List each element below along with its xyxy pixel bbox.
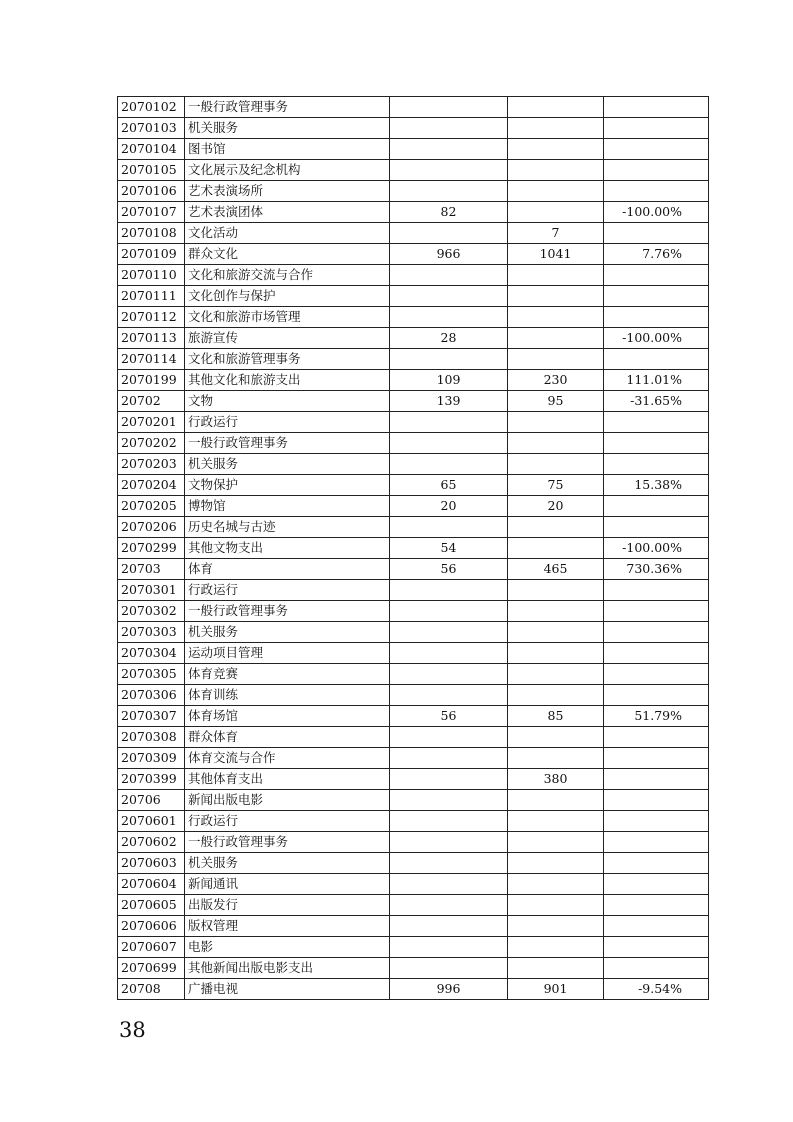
row-name: 机关服务: [185, 454, 390, 475]
row-name: 出版发行: [185, 895, 390, 916]
row-name: 一般行政管理事务: [185, 433, 390, 454]
row-percent: [604, 601, 709, 622]
row-code: 2070104: [118, 139, 185, 160]
row-value-a: [390, 664, 508, 685]
row-percent: [604, 307, 709, 328]
table-row: [118, 811, 709, 832]
table-row: [118, 832, 709, 853]
row-code: 2070302: [118, 601, 185, 622]
row-value-a: [390, 307, 508, 328]
row-value-b: 380: [508, 769, 604, 790]
row-percent: [604, 769, 709, 790]
table-row: [118, 958, 709, 979]
row-percent: [604, 874, 709, 895]
table-row: [118, 412, 709, 433]
row-value-a: [390, 811, 508, 832]
row-value-a: [390, 97, 508, 118]
table-row: [118, 181, 709, 202]
row-value-a: 54: [390, 538, 508, 559]
table-row: [118, 874, 709, 895]
row-name: 群众体育: [185, 727, 390, 748]
table-row: [118, 748, 709, 769]
row-value-b: [508, 181, 604, 202]
row-value-a: [390, 832, 508, 853]
row-value-b: [508, 601, 604, 622]
row-name: 机关服务: [185, 853, 390, 874]
row-value-a: 56: [390, 706, 508, 727]
row-value-a: [390, 286, 508, 307]
row-percent: [604, 790, 709, 811]
row-code: 2070111: [118, 286, 185, 307]
row-value-b: [508, 832, 604, 853]
row-value-a: 20: [390, 496, 508, 517]
row-percent: [604, 349, 709, 370]
row-code: 2070303: [118, 622, 185, 643]
table-row: [118, 664, 709, 685]
row-percent: [604, 433, 709, 454]
row-percent: -100.00%: [604, 328, 709, 349]
row-code: 2070299: [118, 538, 185, 559]
row-code: 2070108: [118, 223, 185, 244]
row-name: 一般行政管理事务: [185, 832, 390, 853]
row-value-b: 75: [508, 475, 604, 496]
table-row: [118, 160, 709, 181]
row-code: 2070602: [118, 832, 185, 853]
row-value-b: [508, 874, 604, 895]
table-row: [118, 265, 709, 286]
row-code: 2070607: [118, 937, 185, 958]
table-row: [118, 349, 709, 370]
table-row: [118, 97, 709, 118]
row-value-b: [508, 958, 604, 979]
row-value-b: [508, 454, 604, 475]
row-code: 2070305: [118, 664, 185, 685]
row-value-a: [390, 139, 508, 160]
row-value-b: [508, 139, 604, 160]
row-value-b: [508, 727, 604, 748]
row-value-a: [390, 769, 508, 790]
row-value-b: [508, 790, 604, 811]
row-percent: [604, 832, 709, 853]
table-row: [118, 244, 709, 265]
row-percent: [604, 139, 709, 160]
row-code: 2070603: [118, 853, 185, 874]
row-value-a: [390, 790, 508, 811]
row-value-b: [508, 622, 604, 643]
row-name: 一般行政管理事务: [185, 601, 390, 622]
row-percent: [604, 622, 709, 643]
row-value-b: [508, 118, 604, 139]
row-name: 体育: [185, 559, 390, 580]
row-value-a: [390, 118, 508, 139]
row-name: 电影: [185, 937, 390, 958]
row-percent: [604, 685, 709, 706]
row-code: 2070110: [118, 265, 185, 286]
row-name: 运动项目管理: [185, 643, 390, 664]
row-code: 2070205: [118, 496, 185, 517]
row-name: 机关服务: [185, 118, 390, 139]
row-value-b: 7: [508, 223, 604, 244]
table-row: [118, 223, 709, 244]
row-code: 2070106: [118, 181, 185, 202]
row-name: 体育交流与合作: [185, 748, 390, 769]
row-percent: [604, 181, 709, 202]
table-row: [118, 370, 709, 391]
row-code: 2070399: [118, 769, 185, 790]
row-value-b: 465: [508, 559, 604, 580]
row-value-a: 139: [390, 391, 508, 412]
row-value-b: [508, 811, 604, 832]
row-value-b: [508, 328, 604, 349]
table-row: [118, 433, 709, 454]
row-value-b: [508, 433, 604, 454]
row-value-a: [390, 622, 508, 643]
row-name: 文化展示及纪念机构: [185, 160, 390, 181]
row-name: 艺术表演团体: [185, 202, 390, 223]
table-row: [118, 202, 709, 223]
row-code: 2070109: [118, 244, 185, 265]
row-percent: [604, 727, 709, 748]
row-code: 2070306: [118, 685, 185, 706]
table-row: [118, 559, 709, 580]
row-name: 机关服务: [185, 622, 390, 643]
row-value-b: [508, 538, 604, 559]
row-percent: [604, 517, 709, 538]
row-percent: -31.65%: [604, 391, 709, 412]
row-value-a: [390, 958, 508, 979]
row-code: 2070107: [118, 202, 185, 223]
row-code: 2070112: [118, 307, 185, 328]
row-percent: [604, 118, 709, 139]
row-value-b: [508, 748, 604, 769]
row-percent: 7.76%: [604, 244, 709, 265]
row-percent: [604, 937, 709, 958]
row-name: 行政运行: [185, 580, 390, 601]
row-code: 20708: [118, 979, 185, 1000]
row-percent: [604, 223, 709, 244]
row-percent: [604, 664, 709, 685]
row-value-a: 109: [390, 370, 508, 391]
row-code: 2070604: [118, 874, 185, 895]
row-name: 体育训练: [185, 685, 390, 706]
row-percent: [604, 958, 709, 979]
row-value-b: [508, 685, 604, 706]
row-value-b: [508, 349, 604, 370]
row-value-a: [390, 853, 508, 874]
row-value-b: [508, 160, 604, 181]
table-row: [118, 601, 709, 622]
row-value-b: [508, 853, 604, 874]
row-percent: -100.00%: [604, 202, 709, 223]
row-name: 历史名城与古迹: [185, 517, 390, 538]
row-value-b: [508, 286, 604, 307]
table-row: [118, 118, 709, 139]
row-value-a: [390, 181, 508, 202]
row-value-a: 996: [390, 979, 508, 1000]
row-value-a: 966: [390, 244, 508, 265]
table-row: [118, 727, 709, 748]
row-value-a: 56: [390, 559, 508, 580]
row-code: 2070307: [118, 706, 185, 727]
table-row: [118, 307, 709, 328]
table-row: [118, 286, 709, 307]
row-value-a: [390, 349, 508, 370]
row-percent: [604, 811, 709, 832]
row-name: 新闻通讯: [185, 874, 390, 895]
row-code: 2070309: [118, 748, 185, 769]
row-value-a: [390, 685, 508, 706]
row-percent: [604, 580, 709, 601]
table-row: [118, 643, 709, 664]
row-value-b: 230: [508, 370, 604, 391]
row-value-b: [508, 580, 604, 601]
row-value-b: 1041: [508, 244, 604, 265]
row-name: 其他体育支出: [185, 769, 390, 790]
row-code: 2070204: [118, 475, 185, 496]
row-name: 文化和旅游市场管理: [185, 307, 390, 328]
row-percent: [604, 265, 709, 286]
row-percent: [604, 286, 709, 307]
row-value-a: [390, 601, 508, 622]
table-row: [118, 538, 709, 559]
row-code: 2070114: [118, 349, 185, 370]
row-name: 版权管理: [185, 916, 390, 937]
row-name: 广播电视: [185, 979, 390, 1000]
row-code: 2070304: [118, 643, 185, 664]
row-value-a: [390, 265, 508, 286]
table-row: [118, 685, 709, 706]
table-row: [118, 916, 709, 937]
row-name: 文化和旅游管理事务: [185, 349, 390, 370]
budget-table-body: [118, 97, 709, 1000]
row-percent: -100.00%: [604, 538, 709, 559]
row-name: 博物馆: [185, 496, 390, 517]
row-name: 体育场馆: [185, 706, 390, 727]
row-percent: [604, 454, 709, 475]
row-code: 20706: [118, 790, 185, 811]
row-value-a: [390, 874, 508, 895]
row-name: 其他新闻出版电影支出: [185, 958, 390, 979]
table-row: [118, 139, 709, 160]
row-value-b: [508, 937, 604, 958]
table-row: [118, 391, 709, 412]
row-percent: 111.01%: [604, 370, 709, 391]
row-value-a: [390, 223, 508, 244]
row-value-b: [508, 265, 604, 286]
row-code: 2070105: [118, 160, 185, 181]
table-row: [118, 622, 709, 643]
row-value-b: [508, 643, 604, 664]
row-code: 2070102: [118, 97, 185, 118]
row-code: 20703: [118, 559, 185, 580]
table-row: [118, 475, 709, 496]
row-name: 文化创作与保护: [185, 286, 390, 307]
table-row: [118, 454, 709, 475]
row-percent: 730.36%: [604, 559, 709, 580]
table-row: [118, 853, 709, 874]
row-value-a: [390, 433, 508, 454]
row-value-a: [390, 580, 508, 601]
row-value-b: [508, 202, 604, 223]
row-code: 2070202: [118, 433, 185, 454]
row-name: 文化活动: [185, 223, 390, 244]
row-value-b: [508, 916, 604, 937]
row-percent: [604, 748, 709, 769]
row-code: 2070103: [118, 118, 185, 139]
row-percent: -9.54%: [604, 979, 709, 1000]
page-number: 38: [119, 1018, 146, 1042]
row-percent: [604, 496, 709, 517]
row-name: 群众文化: [185, 244, 390, 265]
row-value-b: [508, 664, 604, 685]
row-name: 其他文化和旅游支出: [185, 370, 390, 391]
table-row: [118, 580, 709, 601]
row-percent: [604, 916, 709, 937]
row-code: 2070308: [118, 727, 185, 748]
row-value-a: [390, 160, 508, 181]
budget-table: [117, 96, 709, 1000]
row-percent: [604, 643, 709, 664]
row-code: 2070601: [118, 811, 185, 832]
row-value-a: 82: [390, 202, 508, 223]
row-percent: 15.38%: [604, 475, 709, 496]
table-row: [118, 979, 709, 1000]
row-code: 2070206: [118, 517, 185, 538]
row-code: 2070113: [118, 328, 185, 349]
row-value-a: 28: [390, 328, 508, 349]
row-code: 2070301: [118, 580, 185, 601]
row-name: 旅游宣传: [185, 328, 390, 349]
row-percent: [604, 97, 709, 118]
row-value-b: 95: [508, 391, 604, 412]
table-row: [118, 895, 709, 916]
row-code: 2070699: [118, 958, 185, 979]
row-code: 2070201: [118, 412, 185, 433]
row-value-a: 65: [390, 475, 508, 496]
row-value-b: [508, 307, 604, 328]
row-value-a: [390, 916, 508, 937]
row-value-b: [508, 517, 604, 538]
row-name: 一般行政管理事务: [185, 97, 390, 118]
row-name: 图书馆: [185, 139, 390, 160]
row-value-b: 85: [508, 706, 604, 727]
row-name: 体育竞赛: [185, 664, 390, 685]
row-value-b: 901: [508, 979, 604, 1000]
row-code: 2070199: [118, 370, 185, 391]
row-value-b: 20: [508, 496, 604, 517]
row-name: 文物: [185, 391, 390, 412]
row-name: 其他文物支出: [185, 538, 390, 559]
row-code: 2070606: [118, 916, 185, 937]
table-row: [118, 937, 709, 958]
row-name: 新闻出版电影: [185, 790, 390, 811]
row-name: 文物保护: [185, 475, 390, 496]
row-name: 行政运行: [185, 412, 390, 433]
row-code: 20702: [118, 391, 185, 412]
row-name: 行政运行: [185, 811, 390, 832]
table-row: [118, 769, 709, 790]
table-row: [118, 517, 709, 538]
row-value-a: [390, 454, 508, 475]
table-row: [118, 706, 709, 727]
table-row: [118, 496, 709, 517]
table-row: [118, 790, 709, 811]
row-value-a: [390, 937, 508, 958]
row-name: 艺术表演场所: [185, 181, 390, 202]
row-value-a: [390, 895, 508, 916]
row-value-a: [390, 412, 508, 433]
row-percent: [604, 412, 709, 433]
row-percent: 51.79%: [604, 706, 709, 727]
row-value-b: [508, 412, 604, 433]
row-code: 2070605: [118, 895, 185, 916]
row-value-a: [390, 748, 508, 769]
row-value-a: [390, 643, 508, 664]
row-percent: [604, 895, 709, 916]
row-name: 文化和旅游交流与合作: [185, 265, 390, 286]
row-code: 2070203: [118, 454, 185, 475]
row-value-a: [390, 727, 508, 748]
row-value-b: [508, 895, 604, 916]
table-row: [118, 328, 709, 349]
row-percent: [604, 160, 709, 181]
row-percent: [604, 853, 709, 874]
row-value-a: [390, 517, 508, 538]
row-value-b: [508, 97, 604, 118]
